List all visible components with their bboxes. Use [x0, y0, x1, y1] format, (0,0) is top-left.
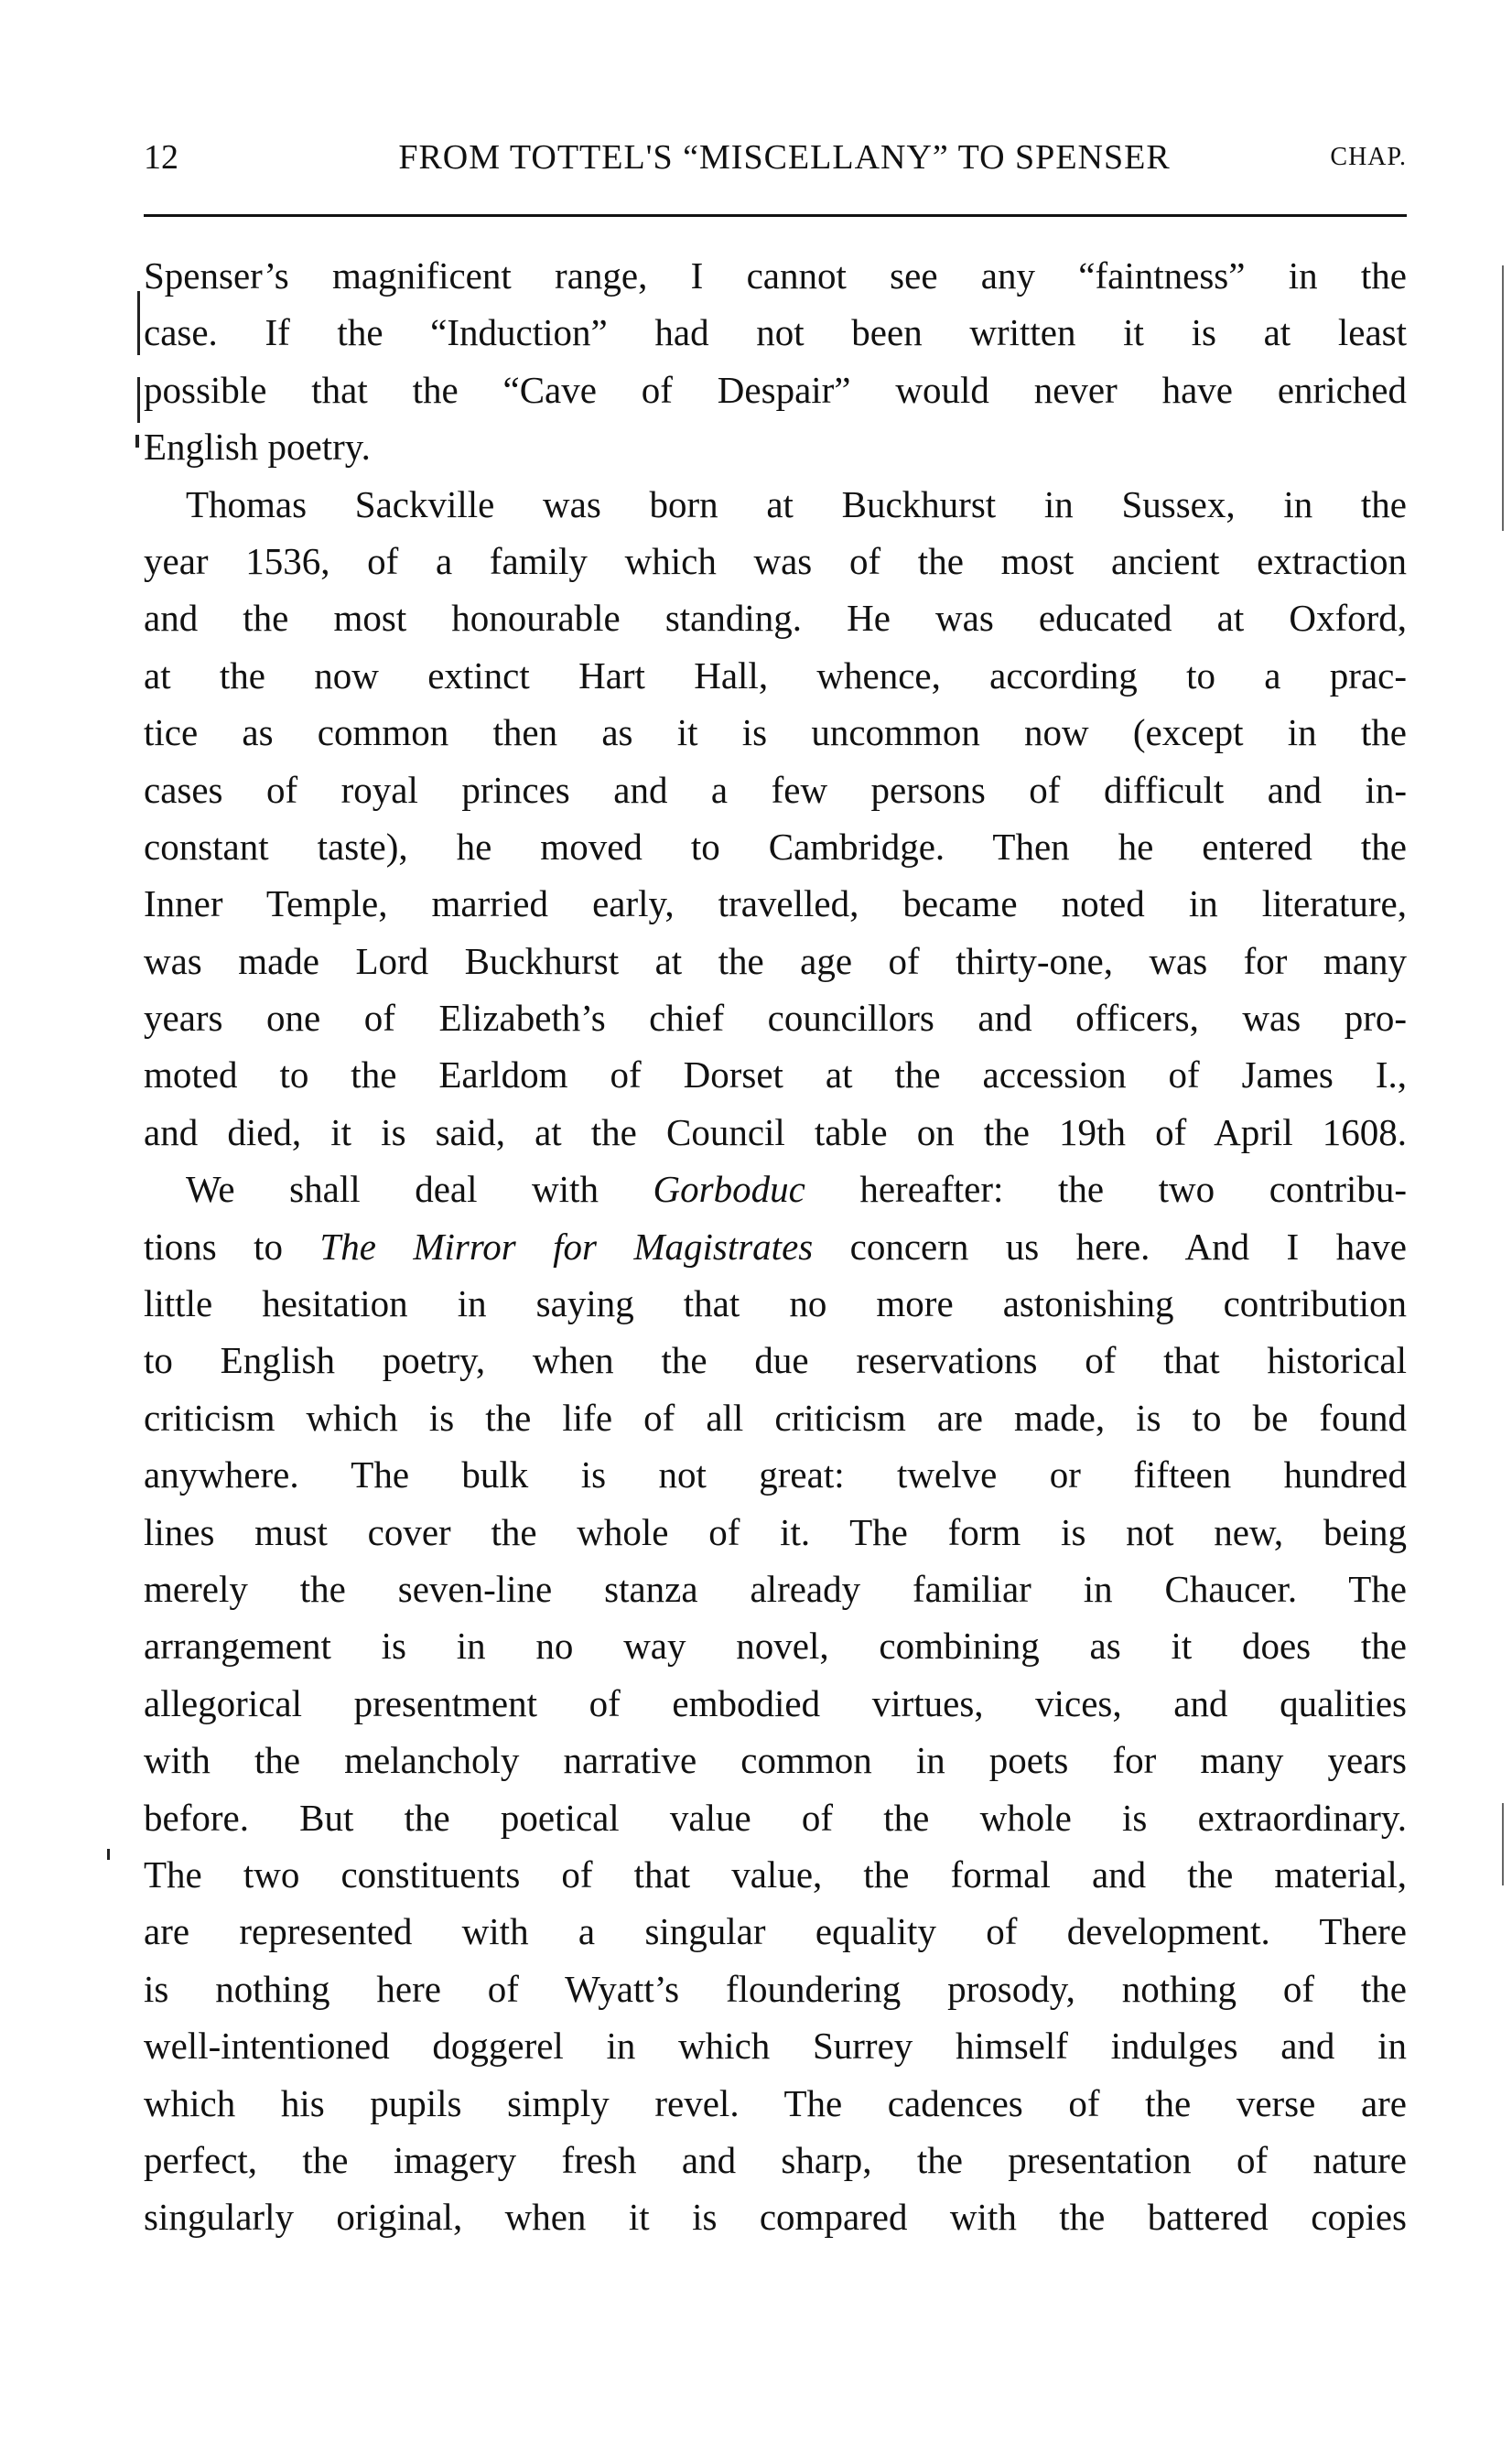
text-line [144, 1617, 1407, 1674]
text-segment: singularly original, when it is compared with the battered copies [144, 2196, 1407, 2239]
text-segment: and died, it is said, at the Council table on the 19th of April 1608. [144, 1110, 1407, 1153]
text-segment: is nothing here of Wyatt’s floundering prosody, nothing of the [144, 1967, 1407, 2010]
text-segment: criticism which is the life of all criticism are made, is to be found [144, 1396, 1407, 1439]
text-line [144, 2188, 1407, 2245]
text-segment: and the most honourable standing. He was educated at Oxford, [144, 597, 1407, 640]
text-line [144, 1161, 1407, 1217]
page-number: 12 [144, 138, 178, 177]
text-segment: at the now extinct Hart Hall, whence, according to a prac- [144, 654, 1407, 697]
text-segment: lines must cover the whole of it. The form is not new, being [144, 1510, 1407, 1553]
text-line [144, 1789, 1407, 1846]
text-segment: case. If the “Induction” had not been written it is at least [144, 311, 1407, 354]
text-segment: to English poetry, when the due reservations of that historical [144, 1339, 1407, 1382]
text-line [144, 362, 1407, 418]
text-segment: possible that the “Cave of Despair” would never have enriched [144, 368, 1407, 411]
text-line [144, 1961, 1407, 2017]
text-line [144, 818, 1407, 875]
text-line [144, 476, 1407, 533]
text-line [144, 2017, 1407, 2074]
margin-pencil-mark [1502, 265, 1504, 531]
text-line [144, 1389, 1407, 1446]
text-segment: Thomas Sackville was born at Buckhurst in Sussex, in the [186, 482, 1407, 525]
text-segment: year 1536, of a family which was of the most ancient extraction [144, 539, 1407, 582]
text-segment: anywhere. The bulk is not great: twelve or fifteen hundred [144, 1453, 1407, 1496]
margin-pencil-mark [1502, 1803, 1504, 1885]
text-line [144, 1218, 1407, 1275]
text-segment: English poetry. [144, 426, 371, 469]
text-line [144, 247, 1407, 304]
text-line [144, 2075, 1407, 2132]
text-segment: with the melancholy narrative common in poets for many years [144, 1739, 1407, 1782]
text-segment: The two constituents of that value, the formal and the material, [144, 1853, 1407, 1896]
text-segment: allegorical presentment of embodied virtues, vices, and qualities [144, 1681, 1407, 1724]
text-segment: constant taste), he moved to Cambridge. Then he entered the [144, 825, 1407, 868]
text-segment: tice as common then as it is uncommon now (except in the [144, 711, 1407, 754]
text-line [144, 1275, 1407, 1332]
text-line [144, 704, 1407, 761]
text-line [144, 1446, 1407, 1503]
text-segment: little hesitation in saying that no more astonishing contribution [144, 1282, 1407, 1325]
text-line [144, 1104, 1407, 1161]
text-segment: years one of Elizabeth’s chief councillors and officers, was pro- [144, 997, 1407, 1040]
text-line [144, 989, 1407, 1046]
text-line [144, 418, 1407, 475]
text-line [144, 933, 1407, 989]
text-line [144, 1332, 1407, 1388]
text-segment: Inner Temple, married early, travelled, became noted in literature, [144, 882, 1407, 925]
text-line [144, 533, 1407, 589]
text-line [144, 1504, 1407, 1561]
running-title: FROM TOTTEL'S “MISCELLANY” TO SPENSER [398, 138, 1171, 177]
body-text [144, 247, 1407, 2246]
text-line [144, 1846, 1407, 1903]
text-segment: moted to the Earldom of Dorset at the accession of James I., [144, 1053, 1407, 1096]
margin-pencil-mark [137, 291, 140, 355]
text-line [144, 589, 1407, 646]
text-line [144, 1675, 1407, 1732]
text-segment: arrangement is in no way novel, combining as it does the [144, 1625, 1407, 1668]
text-segment: which his pupils simply revel. The cadences of the verse are [144, 2081, 1407, 2124]
text-segment: was made Lord Buckhurst at the age of thirty-one, was for many [144, 939, 1407, 982]
margin-pencil-mark [107, 1849, 110, 1860]
text-segment: hereafter: the two contribu- [805, 1168, 1407, 1211]
text-segment: merely the seven-line stanza already familiar in Chaucer. The [144, 1567, 1407, 1610]
text-segment: cases of royal princes and a few persons of difficult and in- [144, 768, 1407, 811]
running-header [144, 137, 1407, 183]
text-segment: perfect, the imagery fresh and sharp, the presentation of nature [144, 2138, 1407, 2181]
chapter-label: CHAP. [1330, 143, 1407, 171]
text-segment: well-intentioned doggerel in which Surrey himself indulges and in [144, 2025, 1407, 2068]
text-line [144, 1561, 1407, 1617]
text-line [144, 2132, 1407, 2188]
text-segment: are represented with a singular equality of development. There [144, 1910, 1407, 1953]
text-line [144, 647, 1407, 704]
header-rule [144, 214, 1407, 217]
margin-pencil-mark [137, 377, 140, 423]
text-segment: concern us here. And I have [813, 1225, 1407, 1268]
text-segment: before. But the poetical value of the whole is extraordinary. [144, 1796, 1407, 1839]
italic-title: Gorboduc [653, 1168, 805, 1211]
text-segment: We shall deal with [186, 1168, 653, 1211]
text-line [144, 304, 1407, 361]
margin-pencil-mark [135, 435, 139, 448]
text-line [144, 1903, 1407, 1960]
text-line [144, 1732, 1407, 1788]
text-line [144, 875, 1407, 932]
italic-title: The Mirror for Magistrates [319, 1225, 814, 1268]
text-line [144, 762, 1407, 818]
text-line [144, 1046, 1407, 1103]
text-segment: tions to [144, 1225, 320, 1268]
text-segment: Spenser’s magnificent range, I cannot see any “faintness” in the [144, 254, 1407, 297]
